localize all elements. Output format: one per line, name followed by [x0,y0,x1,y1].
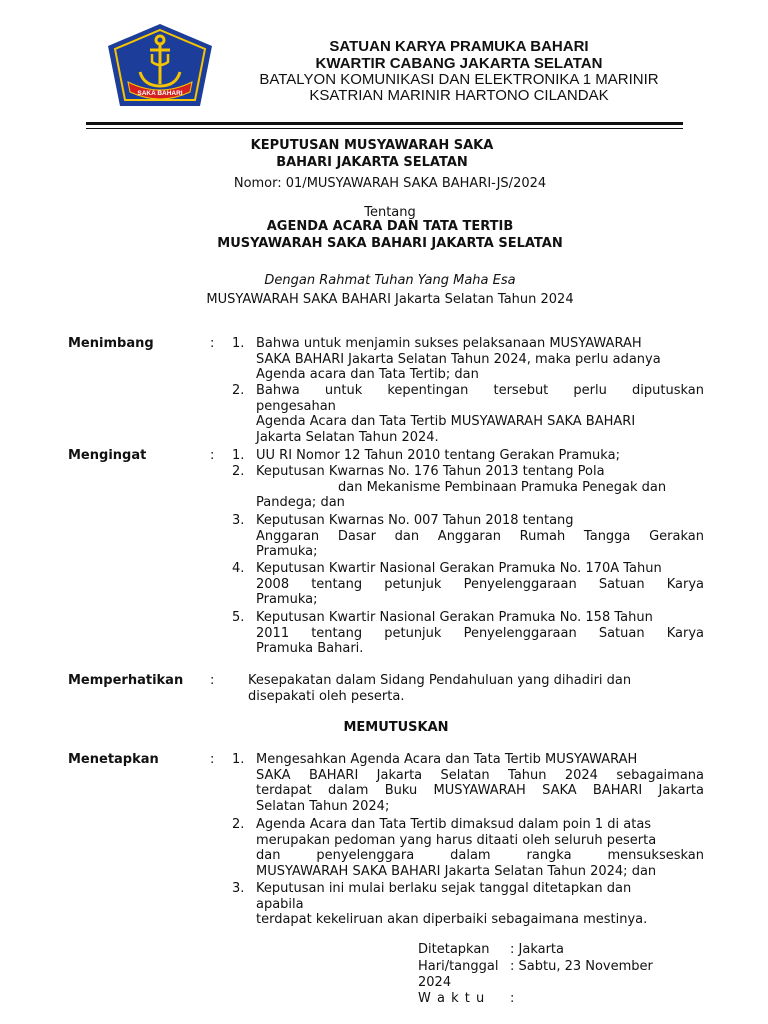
header-rule-thick [86,122,683,125]
mengingat-colon: : [210,448,215,463]
mengingat-num-5: 5. [232,610,245,625]
memperhatikan-text: Kesepakatan dalam Sidang Pendahuluan yang dihadiri dan disepakati oleh peserta. [248,673,632,704]
header-line-2: KWARTIR CABANG JAKARTA SELATAN [315,55,603,72]
saka-bahari-logo [106,22,214,108]
tentang: Tentang [364,205,416,220]
waktu-label: W a k t u [418,991,486,1006]
mengingat-item-2: Keputusan Kwarnas No. 176 Tahun 2013 tentang Pola dan Mekanisme Pembinaan Pramuka Penegak dan Pandega; dan [256,464,667,511]
memutuskan-heading: MEMUTUSKAN [343,720,449,735]
menimbang-label: Menimbang [68,336,154,351]
mengingat-item-4: Keputusan Kwartir Nasional Gerakan Pramuka No. 170A Tahun 2008 tentang petunjuk Penyelenggaraan Satuan Karya Pramuka; [256,561,704,608]
menetapkan-colon: : [210,752,215,767]
mengingat-num-1: 1. [232,448,245,463]
header-rule-thin [86,128,683,129]
menimbang-item-1: Bahwa untuk menjamin sukses pelaksanaan MUSYAWARAH SAKA BAHARI Jakarta Selatan Tahun 2024, maka perlu adanya Agenda acara dan Tata Tertib; dan [256,336,661,383]
header-line-4: KSATRIAN MARINIR HARTONO CILANDAK [309,87,609,104]
hari-label: Hari/tanggal [418,959,499,974]
memperhatikan-colon: : [210,673,215,688]
memperhatikan-label: Memperhatikan [68,673,184,688]
ditetapkan-value: : Jakarta [510,942,564,957]
header-line-3: BATALYON KOMUNIKASI DAN ELEKTRONIKA 1 MARINIR [259,71,659,88]
title-line-1: KEPUTUSAN MUSYAWARAH SAKA [250,138,494,153]
menetapkan-num-3: 3. [232,881,245,896]
issuer: MUSYAWARAH SAKA BAHARI Jakarta Selatan Tahun 2024 [206,292,574,307]
ditetapkan-label: Ditetapkan [418,942,490,957]
title-line-2: BAHARI JAKARTA SELATAN [276,155,468,170]
subject-line-1: AGENDA ACARA DAN TATA TERTIB [266,219,514,234]
mengingat-num-4: 4. [232,561,245,576]
mengingat-item-5: Keputusan Kwartir Nasional Gerakan Pramuka No. 158 Tahun 2011 tentang petunjuk Penyelenggaraan Satuan Karya Pramuka Bahari. [256,610,704,657]
menetapkan-item-3: Keputusan ini mulai berlaku sejak tanggal ditetapkan dan apabila terdapat kekeliruan akan diperbaiki sebagaimana mestinya. [256,881,648,928]
mengingat-label: Mengingat [68,448,147,463]
menetapkan-label: Menetapkan [68,752,159,767]
menimbang-item-2: Bahwa untuk kepentingan tersebut perlu diputuskan pengesahan Agenda Acara dan Tata Tertib MUSYAWARAH SAKA BAHARI Jakarta Selatan Tahun 2024. [256,383,704,445]
logo-text: SAKA BAHARI [137,90,183,97]
menetapkan-num-2: 2. [232,817,245,832]
menimbang-num-1: 1. [232,336,245,351]
mengingat-item-3: Keputusan Kwarnas No. 007 Tahun 2018 tentang Anggaran Dasar dan Anggaran Rumah Tangga Gerakan Pramuka; [256,513,704,560]
waktu-value: : [510,991,515,1006]
nomor: Nomor: 01/MUSYAWARAH SAKA BAHARI-JS/2024 [233,176,547,191]
menetapkan-item-1: Mengesahkan Agenda Acara dan Tata Tertib MUSYAWARAH SAKA BAHARI Jakarta Selatan Tahun 2024 sebagaimana terdapat dalam Buku MUSYAWARAH SAKA BAHARI Jakarta Selatan Tahun 2024; [256,752,704,814]
menimbang-colon: : [210,336,215,351]
mengingat-num-3: 3. [232,513,245,528]
menetapkan-item-2: Agenda Acara dan Tata Tertib dimaksud dalam poin 1 di atas merupakan pedoman yang harus ditaati oleh seluruh peserta dan penyelenggara dalam rangka mensukseskan MUSYAWARAH SAKA BAHARI Jakarta Selatan Tahun 2024; dan [256,817,704,879]
mengingat-num-2: 2. [232,464,245,479]
subject-line-2: MUSYAWARAH SAKA BAHARI JAKARTA SELATAN [217,236,563,251]
hari-value: : Sabtu, 23 November [510,959,653,974]
menetapkan-num-1: 1. [232,752,245,767]
hari-value-year: 2024 [418,975,452,990]
rahmat: Dengan Rahmat Tuhan Yang Maha Esa [264,273,516,288]
header-line-1: SATUAN KARYA PRAMUKA BAHARI [329,38,589,55]
mengingat-item-1: UU RI Nomor 12 Tahun 2010 tentang Gerakan Pramuka; [256,448,620,463]
menimbang-num-2: 2. [232,383,245,398]
